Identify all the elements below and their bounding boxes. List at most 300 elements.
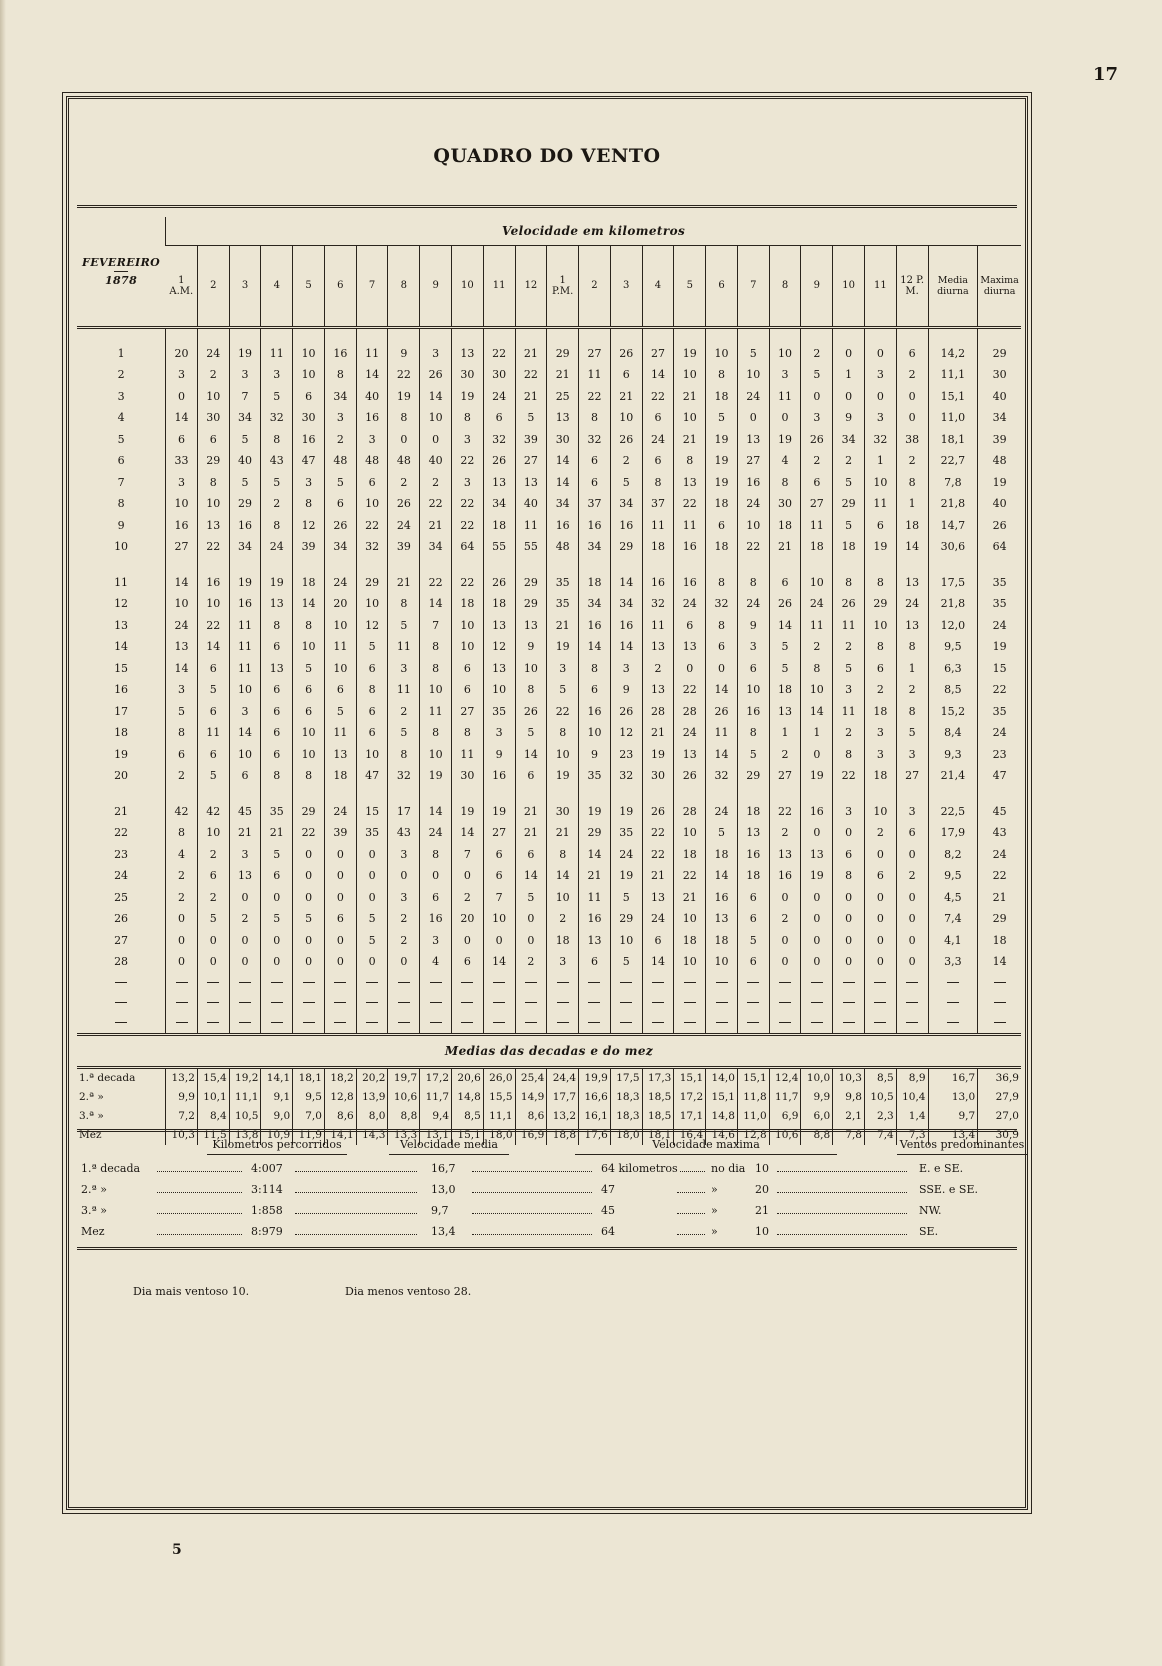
day-number: 10: [114, 540, 129, 554]
hourly-velocity: 14: [896, 536, 928, 558]
table-row: [77, 615, 1021, 637]
hourly-velocity: 3: [864, 364, 896, 386]
hourly-velocity: 13: [737, 822, 769, 844]
hourly-velocity: 16: [706, 887, 738, 909]
hourly-velocity: 8: [833, 865, 865, 887]
hourly-velocity: 8: [579, 658, 611, 680]
hourly-velocity: 24: [706, 801, 738, 823]
hourly-velocity: 8: [261, 429, 293, 451]
hourly-velocity: 2: [388, 701, 420, 723]
summary-day: 21: [755, 1204, 769, 1217]
table-row: [77, 765, 1021, 787]
daily-mean: 22,5: [928, 801, 978, 823]
decade-max: 27,0: [978, 1107, 1021, 1126]
hourly-velocity: 29: [197, 450, 229, 472]
dash-mark: [947, 1002, 959, 1003]
summary-km: 8:979: [251, 1225, 283, 1238]
hourly-velocity: 3: [801, 407, 833, 429]
dash-mark: [430, 1022, 442, 1023]
hourly-velocity: 8: [420, 844, 452, 866]
hourly-velocity: 10: [737, 679, 769, 701]
hourly-velocity: 19: [610, 801, 642, 823]
hour-header: 10: [833, 245, 865, 327]
hourly-velocity: 6: [166, 744, 198, 766]
daily-mean: 7,8: [928, 472, 978, 494]
daily-mean: 9,5: [928, 636, 978, 658]
hourly-velocity: 18: [483, 593, 515, 615]
hourly-velocity: 19: [483, 801, 515, 823]
hourly-velocity: 18: [706, 536, 738, 558]
hourly-velocity: 18: [737, 865, 769, 887]
decade-hourly-mean: 8,4: [197, 1107, 229, 1126]
hourly-velocity: 25: [547, 386, 579, 408]
hourly-velocity: 26: [324, 515, 356, 537]
hourly-velocity: 6: [324, 679, 356, 701]
decade-hourly-mean: 8,6: [324, 1107, 356, 1126]
hourly-velocity: 8: [674, 450, 706, 472]
hourly-velocity: 8: [896, 636, 928, 658]
hourly-velocity: 21: [610, 386, 642, 408]
hourly-velocity: 26: [769, 593, 801, 615]
hourly-velocity: 8: [579, 407, 611, 429]
hourly-velocity: 5: [769, 636, 801, 658]
decade-mean: 9,7: [928, 1107, 978, 1126]
dash-mark: [811, 982, 823, 983]
hourly-velocity: 19: [801, 865, 833, 887]
leader-dots: [157, 1204, 242, 1214]
daily-mean: 15,2: [928, 701, 978, 723]
hourly-velocity: 0: [864, 386, 896, 408]
hourly-velocity: 24: [197, 343, 229, 365]
hourly-velocity: 6: [579, 450, 611, 472]
summary-day: 20: [755, 1183, 769, 1196]
decade-hourly-mean: 25,4: [515, 1067, 547, 1088]
decade-hourly-mean: 10,3: [166, 1126, 198, 1145]
hourly-velocity: 12: [356, 615, 388, 637]
hourly-velocity: 34: [579, 536, 611, 558]
decade-hourly-mean: 9,1: [261, 1088, 293, 1107]
day-number: 20: [114, 769, 129, 783]
hourly-velocity: 35: [579, 765, 611, 787]
daily-max: 48: [978, 450, 1021, 472]
hourly-velocity: 5: [801, 364, 833, 386]
hourly-velocity: 5: [324, 701, 356, 723]
decade-hourly-mean: 10,9: [261, 1126, 293, 1145]
dash-mark: [525, 1022, 537, 1023]
hourly-velocity: 18: [293, 572, 325, 594]
decade-hourly-mean: 14,8: [706, 1107, 738, 1126]
hourly-velocity: 13: [452, 343, 484, 365]
hourly-velocity: 3: [261, 364, 293, 386]
hourly-velocity: 5: [197, 908, 229, 930]
hourly-velocity: 16: [420, 908, 452, 930]
hourly-velocity: 0: [229, 951, 261, 973]
dash-mark: [557, 1022, 569, 1023]
hourly-velocity: 11: [801, 615, 833, 637]
decade-hourly-mean: 9,5: [293, 1088, 325, 1107]
decade-hourly-mean: 8,0: [356, 1107, 388, 1126]
hourly-velocity: 18: [483, 515, 515, 537]
hourly-velocity: 32: [642, 593, 674, 615]
hourly-velocity: 3: [737, 636, 769, 658]
hourly-velocity: 0: [197, 951, 229, 973]
table-row: [77, 386, 1021, 408]
table-row: [77, 951, 1021, 973]
decade-hourly-mean: 2,1: [833, 1107, 865, 1126]
hour-header: 9: [420, 245, 452, 327]
hourly-velocity: 10: [229, 679, 261, 701]
hourly-velocity: 22: [674, 865, 706, 887]
hourly-velocity: 10: [197, 493, 229, 515]
hourly-velocity: 0: [864, 908, 896, 930]
hourly-velocity: 2: [769, 822, 801, 844]
decade-hourly-mean: 14,3: [356, 1126, 388, 1145]
hourly-velocity: 12: [610, 722, 642, 744]
hourly-velocity: 10: [452, 636, 484, 658]
hourly-velocity: 6: [642, 450, 674, 472]
hourly-velocity: 39: [388, 536, 420, 558]
hourly-velocity: 32: [261, 407, 293, 429]
hourly-velocity: 16: [229, 593, 261, 615]
summary-label: 2.ª »: [81, 1183, 107, 1196]
hourly-velocity: 8: [420, 722, 452, 744]
hourly-velocity: 5: [356, 930, 388, 952]
hourly-velocity: 3: [896, 801, 928, 823]
hourly-velocity: 9: [579, 744, 611, 766]
hourly-velocity: 22: [452, 493, 484, 515]
table-row: [77, 887, 1021, 909]
hourly-velocity: 14: [166, 658, 198, 680]
hourly-velocity: 34: [547, 493, 579, 515]
daily-max: 40: [978, 493, 1021, 515]
hourly-velocity: 2: [324, 429, 356, 451]
hourly-velocity: 10: [674, 908, 706, 930]
decade-hourly-mean: 8,8: [388, 1107, 420, 1126]
hourly-velocity: 0: [229, 930, 261, 952]
hourly-velocity: 13: [642, 887, 674, 909]
decade-hourly-mean: 6,0: [801, 1107, 833, 1126]
daily-mean: 11,0: [928, 407, 978, 429]
decade-hourly-mean: 10,5: [229, 1107, 261, 1126]
hourly-velocity: 0: [293, 865, 325, 887]
hourly-velocity: 6: [864, 865, 896, 887]
hourly-velocity: 0: [356, 951, 388, 973]
dash-mark: [652, 982, 664, 983]
hourly-velocity: 18: [674, 930, 706, 952]
leader-dots: [157, 1183, 242, 1193]
day-number: 5: [117, 432, 125, 446]
hourly-velocity: 14: [579, 844, 611, 866]
hourly-velocity: 6: [737, 658, 769, 680]
hourly-velocity: 11: [579, 364, 611, 386]
hourly-velocity: 8: [293, 765, 325, 787]
hourly-velocity: 0: [388, 951, 420, 973]
dash-mark: [271, 1022, 283, 1023]
hourly-velocity: 0: [166, 930, 198, 952]
dash-mark: [620, 1002, 632, 1003]
hourly-velocity: 22: [197, 536, 229, 558]
decade-hourly-mean: 8,6: [515, 1107, 547, 1126]
hourly-velocity: 14: [547, 472, 579, 494]
hourly-velocity: 48: [324, 450, 356, 472]
hourly-velocity: 0: [769, 951, 801, 973]
hourly-velocity: 3: [452, 472, 484, 494]
hourly-velocity: 0: [864, 951, 896, 973]
hourly-velocity: 14: [547, 450, 579, 472]
dash-mark: [493, 982, 505, 983]
daily-max: 29: [978, 343, 1021, 365]
daily-max: 24: [978, 615, 1021, 637]
hourly-velocity: 0: [833, 386, 865, 408]
hourly-velocity: 26: [388, 493, 420, 515]
hourly-velocity: 6: [642, 930, 674, 952]
leader-dots: [295, 1225, 417, 1235]
hourly-velocity: 0: [833, 930, 865, 952]
decade-hourly-mean: 7,8: [833, 1126, 865, 1145]
decade-hourly-mean: 9,4: [420, 1107, 452, 1126]
decade-hourly-mean: 13,2: [166, 1067, 198, 1088]
hourly-velocity: 24: [388, 515, 420, 537]
decade-hourly-mean: 14,0: [706, 1067, 738, 1088]
hourly-velocity: 27: [483, 822, 515, 844]
hourly-velocity: 10: [420, 407, 452, 429]
hour-header: 6: [324, 245, 356, 327]
hour-header: 7: [737, 245, 769, 327]
hourly-velocity: 16: [737, 472, 769, 494]
hourly-velocity: 22: [483, 343, 515, 365]
hourly-velocity: 24: [896, 593, 928, 615]
dash-mark: [493, 1022, 505, 1023]
hourly-velocity: 8: [864, 572, 896, 594]
summary-header-vel-max: Velocidade maxima: [575, 1138, 837, 1155]
hourly-velocity: 3: [452, 429, 484, 451]
hourly-velocity: 6: [293, 679, 325, 701]
decade-hourly-mean: 19,7: [388, 1067, 420, 1088]
hourly-velocity: 0: [833, 951, 865, 973]
hourly-velocity: 26: [483, 450, 515, 472]
dash-mark: [271, 1002, 283, 1003]
page-number: 17: [1092, 64, 1118, 85]
hourly-velocity: 13: [706, 908, 738, 930]
hourly-velocity: 24: [483, 386, 515, 408]
hourly-velocity: 21: [674, 386, 706, 408]
hourly-velocity: 6: [197, 658, 229, 680]
hourly-velocity: 27: [896, 765, 928, 787]
decade-hourly-mean: 17,3: [642, 1067, 674, 1088]
dash-mark: [176, 982, 188, 983]
hour-header: 1 A.M.: [169, 274, 194, 297]
hourly-velocity: 2: [896, 865, 928, 887]
hourly-velocity: 29: [579, 822, 611, 844]
hourly-velocity: 3: [547, 658, 579, 680]
spacer-row: [77, 327, 1021, 343]
decade-hourly-mean: 13,3: [388, 1126, 420, 1145]
hour-header: 7: [356, 245, 388, 327]
day-number: 3: [117, 389, 125, 403]
hourly-velocity: 11: [229, 636, 261, 658]
hourly-velocity: 14: [610, 636, 642, 658]
decade-hourly-mean: 12,8: [737, 1126, 769, 1145]
hourly-velocity: 14: [420, 801, 452, 823]
hourly-velocity: 10: [166, 493, 198, 515]
hourly-velocity: 6: [706, 515, 738, 537]
hourly-velocity: 14: [579, 636, 611, 658]
hourly-velocity: 0: [706, 658, 738, 680]
hourly-velocity: 6: [706, 636, 738, 658]
hourly-velocity: 30: [547, 429, 579, 451]
hourly-velocity: 0: [896, 407, 928, 429]
month-label: FEVEREIRO: [82, 255, 161, 269]
hour-header: 9: [801, 245, 833, 327]
hourly-velocity: 19: [642, 744, 674, 766]
hourly-velocity: 40: [515, 493, 547, 515]
dash-mark: [779, 1022, 791, 1023]
hourly-velocity: 6: [896, 343, 928, 365]
dash-mark: [430, 1002, 442, 1003]
hourly-velocity: 5: [515, 887, 547, 909]
decade-hourly-mean: 17,5: [610, 1067, 642, 1088]
hourly-velocity: 3: [166, 472, 198, 494]
hourly-velocity: 22: [452, 450, 484, 472]
hourly-velocity: 22: [642, 822, 674, 844]
hourly-velocity: 18: [579, 572, 611, 594]
hourly-velocity: 21: [547, 822, 579, 844]
hourly-velocity: 18: [896, 515, 928, 537]
hourly-velocity: 1: [769, 722, 801, 744]
hourly-velocity: 48: [547, 536, 579, 558]
hourly-velocity: 19: [706, 429, 738, 451]
hourly-velocity: 45: [229, 801, 261, 823]
hourly-velocity: 18: [737, 801, 769, 823]
hour-header: 3: [229, 245, 261, 327]
decade-hourly-mean: 11,0: [737, 1107, 769, 1126]
dash-mark: [366, 1022, 378, 1023]
daily-mean: 4,5: [928, 887, 978, 909]
table-row: [77, 658, 1021, 680]
hourly-velocity: 5: [833, 515, 865, 537]
note-least-windy: Dia menos ventoso 28.: [345, 1285, 472, 1298]
hourly-velocity: 10: [293, 636, 325, 658]
day-number: 1: [117, 346, 125, 360]
hourly-velocity: 0: [197, 930, 229, 952]
blank-row: [77, 993, 1021, 1013]
hourly-velocity: 11: [324, 636, 356, 658]
hourly-velocity: 32: [579, 429, 611, 451]
hourly-velocity: 3: [324, 407, 356, 429]
hourly-velocity: 1: [833, 364, 865, 386]
dash-mark: [588, 1022, 600, 1023]
decade-hourly-mean: 18,3: [610, 1088, 642, 1107]
hourly-velocity: 8: [833, 572, 865, 594]
table-row: [77, 515, 1021, 537]
table-row: [77, 908, 1021, 930]
hourly-velocity: 6: [293, 701, 325, 723]
hourly-velocity: 2: [388, 908, 420, 930]
hourly-velocity: 16: [547, 515, 579, 537]
hourly-velocity: 0: [293, 887, 325, 909]
hourly-velocity: 21: [261, 822, 293, 844]
hourly-velocity: 6: [356, 701, 388, 723]
hourly-velocity: 10: [166, 593, 198, 615]
hourly-velocity: 3: [388, 887, 420, 909]
hourly-velocity: 0: [356, 865, 388, 887]
hourly-velocity: 6: [261, 722, 293, 744]
hourly-velocity: 9: [737, 615, 769, 637]
hourly-velocity: 10: [610, 407, 642, 429]
dash-mark: [525, 1002, 537, 1003]
dash-mark: [303, 1022, 315, 1023]
hourly-velocity: 14: [610, 572, 642, 594]
hourly-velocity: 0: [864, 887, 896, 909]
hourly-velocity: 8: [642, 472, 674, 494]
hourly-velocity: 3: [833, 679, 865, 701]
hourly-velocity: 14: [515, 865, 547, 887]
daily-max: 24: [978, 844, 1021, 866]
hourly-velocity: 16: [293, 429, 325, 451]
hourly-velocity: 22: [642, 844, 674, 866]
hourly-velocity: 8: [388, 407, 420, 429]
hourly-velocity: 2: [801, 450, 833, 472]
hourly-velocity: 4: [420, 951, 452, 973]
decade-hourly-mean: 18,1: [642, 1126, 674, 1145]
hourly-velocity: 0: [324, 844, 356, 866]
hourly-velocity: 26: [420, 364, 452, 386]
hourly-velocity: 0: [324, 887, 356, 909]
hourly-velocity: 0: [801, 386, 833, 408]
hourly-velocity: 6: [579, 679, 611, 701]
hourly-velocity: 8: [706, 615, 738, 637]
decade-hourly-mean: 13,8: [229, 1126, 261, 1145]
hourly-velocity: 7: [483, 887, 515, 909]
hourly-velocity: 10: [801, 572, 833, 594]
decade-hourly-mean: 9,9: [166, 1088, 198, 1107]
decade-hourly-mean: 11,9: [293, 1126, 325, 1145]
hourly-velocity: 22: [293, 822, 325, 844]
hourly-velocity: 5: [261, 844, 293, 866]
hourly-velocity: 42: [197, 801, 229, 823]
hourly-velocity: 3: [483, 722, 515, 744]
hourly-velocity: 18: [864, 765, 896, 787]
decade-hourly-mean: 16,9: [515, 1126, 547, 1145]
hourly-velocity: 16: [324, 343, 356, 365]
hourly-velocity: 10: [420, 679, 452, 701]
hourly-velocity: 6: [610, 364, 642, 386]
table-row: [77, 822, 1021, 844]
hourly-velocity: 0: [801, 744, 833, 766]
hourly-velocity: 13: [642, 679, 674, 701]
hourly-velocity: 11: [833, 615, 865, 637]
hourly-velocity: 30: [769, 493, 801, 515]
hourly-velocity: 11: [864, 493, 896, 515]
hourly-velocity: 2: [642, 658, 674, 680]
hourly-velocity: 2: [388, 472, 420, 494]
hourly-velocity: 10: [197, 822, 229, 844]
hourly-velocity: 34: [324, 386, 356, 408]
hourly-velocity: 34: [579, 593, 611, 615]
summary-ventos: SSE. e SE.: [919, 1183, 978, 1196]
daily-max: 47: [978, 765, 1021, 787]
hourly-velocity: 0: [864, 343, 896, 365]
hourly-velocity: 6: [197, 744, 229, 766]
hourly-velocity: 30: [197, 407, 229, 429]
hourly-velocity: 16: [483, 765, 515, 787]
summary-vel-max: 64 kilometros: [601, 1162, 678, 1175]
hourly-velocity: 2: [229, 908, 261, 930]
hourly-velocity: 3: [420, 343, 452, 365]
day-number: 28: [114, 955, 129, 969]
hourly-velocity: 6: [483, 844, 515, 866]
hourly-velocity: 6: [261, 679, 293, 701]
